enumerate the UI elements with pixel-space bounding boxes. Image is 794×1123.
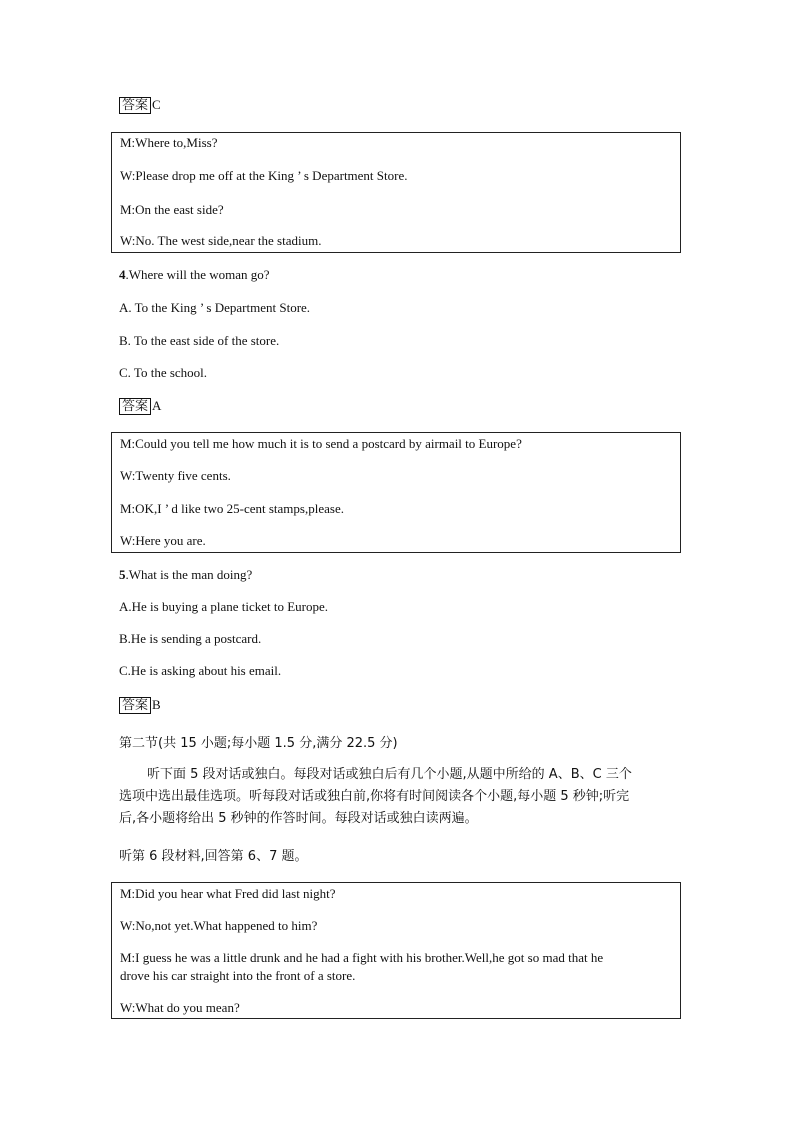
question-4 [119, 267, 270, 283]
dialogue-line: W:No. The west side,near the stadium. [120, 233, 322, 248]
dialogue-line: M:Where to,Miss? [120, 135, 218, 150]
option-c: C.He is asking about his email. [119, 663, 282, 678]
dialogue-line: W:Twenty five cents. [120, 468, 231, 483]
dialogue-line: W:Here you are. [120, 533, 206, 548]
dialogue-line: W:No,not yet.What happened to him? [120, 918, 318, 933]
dialogue-line: W:Please drop me off at the King ’ s Department Store. [120, 168, 408, 183]
answer-label: 答案 [119, 697, 151, 714]
option-a: A.He is buying a plane ticket to Europe. [119, 599, 329, 614]
dialogue-line: drove his car straight into the front of a store. [120, 968, 356, 983]
dialogue-line: M:Did you hear what Fred did last night? [120, 886, 336, 901]
option-a: A. To the King ’ s Department Store. [119, 300, 311, 315]
dialogue-box [111, 432, 681, 553]
section-heading: 第二节(共 15 小题;每小题 1.5 分,满分 22.5 分) [119, 736, 398, 751]
answer-label: 答案 [119, 97, 151, 114]
question-number: 4 [119, 267, 126, 282]
dialogue-box [111, 882, 681, 1019]
dialogue-box [111, 132, 681, 253]
dialogue-line: M:Could you tell me how much it is to send a postcard by airmail to Europe? [120, 436, 522, 451]
section-instruction: 听下面 5 段对话或独白。每段对话或独白后有几个小题,从题中所给的 A、B、C 三个选项中选出最佳选项。听每段对话或独白前,你将有时间阅读各个小题,每小题 5 秒钟;听完后,各小题将给出 5 秒钟的作答时间。每段对话或独白读两遍。 [119, 767, 632, 826]
dialogue-line: M:I guess he was a little drunk and he had a fight with his brother.Well,he got so mad that he [120, 950, 604, 965]
option-b: B. To the east side of the store. [119, 333, 280, 348]
answer-row [119, 397, 161, 415]
option-b: B.He is sending a postcard. [119, 631, 262, 646]
question-text: .Where will the woman go? [125, 267, 270, 282]
dialogue-line: M:On the east side? [120, 202, 224, 217]
dialogue-line: M:OK,I ’ d like two 25-cent stamps,please. [120, 501, 344, 516]
question-number: 5 [119, 567, 126, 582]
answer-value: A [152, 398, 162, 413]
dialogue-line: W:What do you mean? [120, 1000, 240, 1015]
answer-value: B [152, 697, 161, 712]
question-text: .What is the man doing? [125, 567, 253, 582]
option-c: C. To the school. [119, 365, 208, 380]
answer-value: C [152, 97, 161, 112]
answer-row [119, 696, 161, 714]
question-5 [119, 567, 252, 583]
answer-label: 答案 [119, 398, 151, 415]
answer-row [119, 96, 161, 114]
material-note: 听第 6 段材料,回答第 6、7 题。 [119, 849, 308, 864]
